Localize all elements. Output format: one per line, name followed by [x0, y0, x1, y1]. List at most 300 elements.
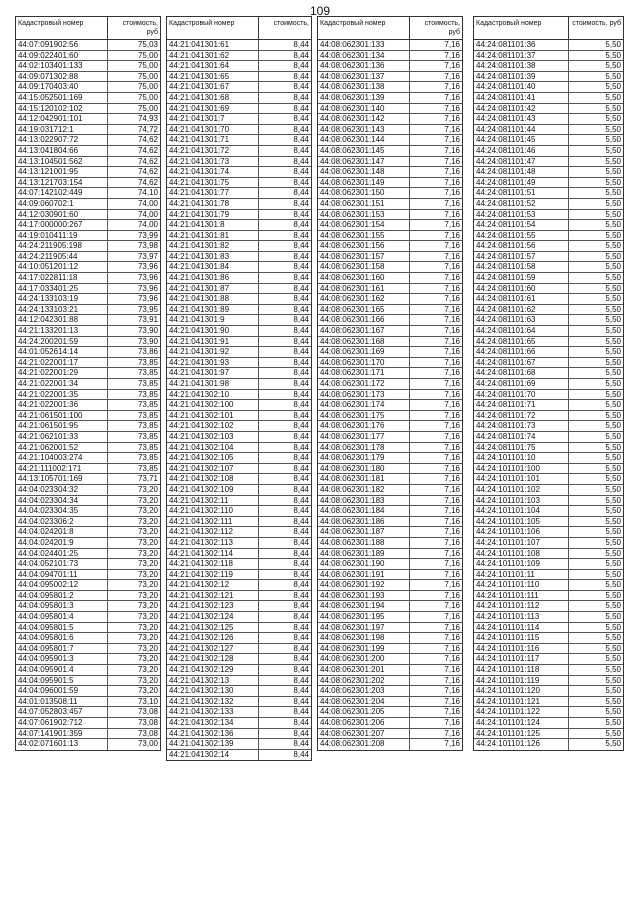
table-row — [318, 104, 462, 115]
cadastral-number-cell: 44:04:095901:4 — [16, 665, 108, 675]
cadastral-number-cell: 44:21:041302:104 — [167, 443, 259, 453]
table-row — [167, 220, 311, 231]
cadastral-number-cell: 44:24:133103:19 — [16, 294, 108, 304]
table-row — [474, 601, 623, 612]
cost-cell: 73,08 — [137, 728, 158, 738]
cadastral-number-cell: 44:04:023304:35 — [16, 506, 108, 516]
cadastral-number-cell: 44:04:052101:73 — [16, 559, 108, 569]
cadastral-number-cell: 44:08:062301:153 — [318, 210, 410, 220]
table-row — [474, 305, 623, 316]
table-row — [474, 718, 623, 729]
table-row — [167, 485, 311, 496]
table-row — [474, 326, 623, 337]
cadastral-number-cell: 44:04:094701:11 — [16, 570, 108, 580]
cost-cell: 5,50 — [605, 294, 621, 304]
cost-cell: 73,85 — [137, 410, 158, 420]
cost-cell: 73,90 — [137, 326, 158, 336]
table-row — [167, 559, 311, 570]
table-row — [474, 273, 623, 284]
table-row — [16, 443, 160, 454]
cost-cell: 8,44 — [293, 167, 309, 177]
cadastral-number-cell: 44:24:101101:104 — [474, 506, 569, 516]
cadastral-number-cell: 44:08:062301:147 — [318, 157, 410, 167]
table-row — [16, 496, 160, 507]
cost-cell: 7,16 — [444, 379, 460, 388]
cost-cell: 8,44 — [293, 209, 309, 219]
cadastral-number-cell: 44:21:041301:87 — [167, 284, 259, 294]
cost-cell: 73,20 — [137, 495, 158, 505]
cadastral-number-cell: 44:24:081101:61 — [474, 294, 569, 304]
cadastral-number-cell: 44:21:041302:100 — [167, 400, 259, 410]
cost-cell: 8,44 — [293, 262, 309, 272]
cadastral-number-cell: 44:08:062301:204 — [318, 697, 410, 707]
cadastral-number-cell: 44:13:121001:95 — [16, 167, 108, 177]
cadastral-number-cell: 44:21:041302:105 — [167, 453, 259, 463]
table-row — [167, 411, 311, 422]
cadastral-number-cell: 44:24:081101:64 — [474, 326, 569, 336]
table-row — [16, 623, 160, 634]
cost-cell: 8,44 — [293, 198, 309, 208]
table-row — [167, 315, 311, 326]
cadastral-number-cell: 44:21:041302:11 — [167, 496, 259, 506]
cadastral-number-cell: 44:21:133201:13 — [16, 326, 108, 336]
table-row — [318, 347, 462, 358]
header-cadastral-number: Кадастровый номер — [318, 17, 410, 39]
table-row — [167, 718, 311, 729]
table-row — [16, 51, 160, 62]
cadastral-number-cell: 44:07:091902:56 — [16, 40, 108, 50]
table-row — [167, 739, 311, 750]
table-row — [16, 665, 160, 676]
table-row — [16, 284, 160, 295]
table-row — [167, 601, 311, 612]
cost-cell: 8,44 — [293, 220, 309, 230]
cadastral-number-cell: 44:12:042901:101 — [16, 114, 108, 124]
cost-cell: 73,98 — [137, 241, 158, 251]
cost-cell: 5,50 — [605, 622, 621, 632]
table-row — [16, 178, 160, 189]
table-row — [167, 188, 311, 199]
cadastral-number-cell: 44:21:041302:108 — [167, 474, 259, 484]
cadastral-number-cell: 44:24:081101:47 — [474, 157, 569, 167]
table-row — [474, 506, 623, 517]
cost-cell: 8,44 — [293, 622, 309, 632]
cost-cell: 5,50 — [605, 241, 621, 251]
cadastral-number-cell: 44:24:101101:100 — [474, 464, 569, 474]
cadastral-number-cell: 44:21:041301:78 — [167, 199, 259, 209]
table-row — [16, 93, 160, 104]
cost-cell: 8,44 — [293, 379, 309, 388]
cost-cell: 5,50 — [605, 92, 621, 102]
table-column — [317, 16, 463, 751]
cost-cell: 74,93 — [137, 114, 158, 124]
cadastral-number-cell: 44:21:041302:119 — [167, 570, 259, 580]
cost-cell: 7,16 — [444, 654, 460, 664]
table-row — [318, 506, 462, 517]
cadastral-number-cell: 44:17:000000:267 — [16, 220, 108, 230]
table-row — [474, 157, 623, 168]
cost-cell: 7,16 — [444, 421, 460, 431]
table-row — [167, 379, 311, 390]
cost-cell: 7,16 — [444, 590, 460, 600]
table-row — [474, 580, 623, 591]
cost-cell: 7,16 — [444, 357, 460, 367]
cost-cell: 75,00 — [137, 92, 158, 102]
table-row — [318, 273, 462, 284]
cost-cell: 8,44 — [293, 357, 309, 367]
table-row — [474, 400, 623, 411]
cost-cell: 8,44 — [293, 537, 309, 547]
cost-cell: 5,50 — [605, 410, 621, 420]
cadastral-number-cell: 44:24:081101:45 — [474, 135, 569, 145]
cost-cell: 7,16 — [444, 347, 460, 357]
cadastral-number-cell: 44:24:101101:115 — [474, 633, 569, 643]
cadastral-number-cell: 44:19:010411:19 — [16, 231, 108, 241]
cost-cell: 7,16 — [444, 431, 460, 441]
table-row — [474, 231, 623, 242]
cost-cell: 5,50 — [605, 273, 621, 283]
cost-cell: 7,16 — [444, 326, 460, 336]
cadastral-number-cell: 44:08:062301:168 — [318, 337, 410, 347]
table-row — [167, 612, 311, 623]
table-row — [16, 199, 160, 210]
cost-cell: 8,44 — [293, 156, 309, 166]
table-row — [16, 379, 160, 390]
table-row — [318, 210, 462, 221]
cadastral-number-cell: 44:24:081101:58 — [474, 262, 569, 272]
cost-cell: 5,50 — [605, 61, 621, 71]
cadastral-number-cell: 44:08:062301:176 — [318, 421, 410, 431]
table-row — [167, 464, 311, 475]
cost-cell: 5,50 — [605, 347, 621, 357]
table-row — [474, 315, 623, 326]
cost-cell: 5,50 — [605, 198, 621, 208]
table-row — [16, 390, 160, 401]
table-row — [474, 559, 623, 570]
cost-cell: 7,16 — [444, 675, 460, 685]
cadastral-number-cell: 44:21:041301:84 — [167, 262, 259, 272]
cost-cell: 5,50 — [605, 50, 621, 60]
cost-cell: 7,16 — [444, 548, 460, 558]
cadastral-number-cell: 44:21:041301:69 — [167, 104, 259, 114]
cadastral-number-cell: 44:24:101101:107 — [474, 538, 569, 548]
cost-cell: 8,44 — [293, 580, 309, 590]
table-row — [16, 729, 160, 740]
table-row — [16, 220, 160, 231]
table-row — [318, 411, 462, 422]
cost-cell: 8,44 — [293, 283, 309, 293]
table-row — [474, 390, 623, 401]
cadastral-number-cell: 44:15:120102:102 — [16, 104, 108, 114]
cost-cell: 7,16 — [444, 177, 460, 187]
table-row — [16, 262, 160, 273]
table-row — [318, 570, 462, 581]
cadastral-number-cell: 44:21:041302:124 — [167, 612, 259, 622]
cost-cell: 5,50 — [605, 262, 621, 272]
table-row — [16, 167, 160, 178]
table-row — [167, 474, 311, 485]
cadastral-number-cell: 44:08:062301:137 — [318, 72, 410, 82]
cadastral-number-cell: 44:13:104501:562 — [16, 157, 108, 167]
cadastral-number-cell: 44:24:081101:67 — [474, 358, 569, 368]
cadastral-number-cell: 44:04:095801:4 — [16, 612, 108, 622]
cadastral-number-cell: 44:21:022001:35 — [16, 390, 108, 400]
cadastral-number-cell: 44:24:200201:59 — [16, 337, 108, 347]
cost-cell: 8,44 — [293, 442, 309, 452]
cadastral-number-cell: 44:24:211905:44 — [16, 252, 108, 262]
table-row — [167, 231, 311, 242]
cost-cell: 73,20 — [137, 569, 158, 579]
cost-cell: 7,16 — [444, 40, 460, 49]
cadastral-number-cell: 44:13:041804:66 — [16, 146, 108, 156]
cadastral-number-cell: 44:17:022811:18 — [16, 273, 108, 283]
cadastral-number-cell: 44:21:041301:70 — [167, 125, 259, 135]
cadastral-number-cell: 44:24:081101:46 — [474, 146, 569, 156]
cost-cell: 7,16 — [444, 580, 460, 590]
table-row — [318, 135, 462, 146]
table-row — [167, 506, 311, 517]
cadastral-number-cell: 44:04:095801:6 — [16, 633, 108, 643]
cost-cell: 8,44 — [293, 654, 309, 664]
cadastral-number-cell: 44:08:062301:199 — [318, 644, 410, 654]
cost-cell: 5,50 — [605, 463, 621, 473]
table-row — [167, 241, 311, 252]
table-row — [318, 676, 462, 687]
cadastral-number-cell: 44:09:022401:60 — [16, 51, 108, 61]
cost-cell: 5,50 — [605, 431, 621, 441]
cost-cell: 75,00 — [137, 61, 158, 71]
table-row — [474, 474, 623, 485]
table-header — [474, 17, 623, 40]
table-row — [167, 496, 311, 507]
cost-cell: 7,16 — [444, 167, 460, 177]
cost-cell: 73,90 — [137, 336, 158, 346]
cadastral-number-cell: 44:24:101101:102 — [474, 485, 569, 495]
cost-cell: 5,50 — [605, 474, 621, 484]
cost-cell: 5,50 — [605, 633, 621, 643]
cadastral-number-cell: 44:24:081101:60 — [474, 284, 569, 294]
table-row — [167, 697, 311, 708]
cost-cell: 7,16 — [444, 474, 460, 484]
table-row — [167, 707, 311, 718]
cost-cell: 7,16 — [444, 262, 460, 272]
table-row — [16, 559, 160, 570]
cost-cell: 5,50 — [605, 442, 621, 452]
cadastral-number-cell: 44:21:022001:17 — [16, 358, 108, 368]
cadastral-number-cell: 44:08:062301:149 — [318, 178, 410, 188]
table-row — [474, 358, 623, 369]
cadastral-number-cell: 44:21:041301:64 — [167, 61, 259, 71]
table-row — [474, 591, 623, 602]
cost-cell: 73,85 — [137, 453, 158, 463]
cost-cell: 73,71 — [137, 474, 158, 484]
table-row — [318, 40, 462, 51]
table-row — [474, 707, 623, 718]
table-row — [474, 421, 623, 432]
cost-cell: 8,44 — [293, 707, 309, 717]
table-row — [167, 178, 311, 189]
cadastral-number-cell: 44:08:062301:158 — [318, 262, 410, 272]
cadastral-number-cell: 44:08:062301:178 — [318, 443, 410, 453]
cadastral-number-cell: 44:21:041302:130 — [167, 686, 259, 696]
cost-cell: 73,99 — [137, 230, 158, 240]
cadastral-number-cell: 44:21:041302:10 — [167, 390, 259, 400]
cost-cell: 75,00 — [137, 50, 158, 60]
cost-cell: 8,44 — [293, 601, 309, 611]
cost-cell: 5,50 — [605, 379, 621, 388]
cadastral-number-cell: 44:24:081101:49 — [474, 178, 569, 188]
cost-cell: 5,50 — [605, 177, 621, 187]
cadastral-number-cell: 44:08:062301:175 — [318, 411, 410, 421]
cadastral-number-cell: 44:24:081101:59 — [474, 273, 569, 283]
cadastral-number-cell: 44:08:062301:160 — [318, 273, 410, 283]
header-cost: стоимость, — [273, 20, 309, 27]
cadastral-number-cell: 44:21:104003:274 — [16, 453, 108, 463]
cadastral-number-cell: 44:24:081101:69 — [474, 379, 569, 389]
table-row — [474, 167, 623, 178]
table-row — [167, 421, 311, 432]
cadastral-number-cell: 44:08:062301:201 — [318, 665, 410, 675]
table-column — [166, 16, 312, 761]
cadastral-number-cell: 44:21:022001:36 — [16, 400, 108, 410]
cost-cell: 8,44 — [293, 336, 309, 346]
cost-cell: 8,44 — [293, 506, 309, 516]
table-row — [474, 496, 623, 507]
cost-cell: 7,16 — [444, 601, 460, 611]
cadastral-number-cell: 44:24:101101:110 — [474, 580, 569, 590]
cadastral-number-cell: 44:08:062301:145 — [318, 146, 410, 156]
table-row — [474, 538, 623, 549]
cost-cell: 8,44 — [293, 82, 309, 92]
cost-cell: 73,00 — [137, 739, 158, 749]
cadastral-number-cell: 44:15:052501:169 — [16, 93, 108, 103]
cadastral-number-cell: 44:21:041301:72 — [167, 146, 259, 156]
table-row — [318, 443, 462, 454]
cost-cell: 5,50 — [605, 71, 621, 81]
cost-cell: 73,85 — [137, 421, 158, 431]
cost-cell: 73,08 — [137, 707, 158, 717]
table-row — [318, 305, 462, 316]
cost-cell: 5,50 — [605, 336, 621, 346]
cost-cell: 7,16 — [444, 484, 460, 494]
cost-cell: 73,91 — [137, 315, 158, 325]
table-row — [474, 739, 623, 750]
table-row — [16, 485, 160, 496]
cost-cell: 74,72 — [137, 124, 158, 134]
table-row — [318, 326, 462, 337]
cost-cell: 5,50 — [605, 145, 621, 155]
table-row — [16, 114, 160, 125]
cadastral-number-cell: 44:08:062301:174 — [318, 400, 410, 410]
cost-cell: 73,10 — [137, 696, 158, 706]
cadastral-number-cell: 44:24:081101:51 — [474, 188, 569, 198]
cadastral-number-cell: 44:07:061902:712 — [16, 718, 108, 728]
cadastral-number-cell: 44:21:041302:111 — [167, 517, 259, 527]
cost-cell: 7,16 — [444, 315, 460, 325]
table-row — [474, 570, 623, 581]
cadastral-number-cell: 44:08:062301:205 — [318, 707, 410, 717]
cadastral-number-cell: 44:21:062101:33 — [16, 432, 108, 442]
cost-cell: 8,44 — [293, 368, 309, 378]
cost-cell: 73,85 — [137, 389, 158, 399]
table-row — [474, 146, 623, 157]
cadastral-number-cell: 44:09:170403:40 — [16, 82, 108, 92]
cost-cell: 7,16 — [444, 209, 460, 219]
cost-cell: 7,16 — [444, 124, 460, 134]
table-row — [474, 623, 623, 634]
table-row — [16, 146, 160, 157]
cadastral-number-cell: 44:24:101101:125 — [474, 729, 569, 739]
table-row — [167, 146, 311, 157]
cadastral-number-cell: 44:07:052803:457 — [16, 707, 108, 717]
table-row — [474, 485, 623, 496]
cost-cell: 5,50 — [605, 665, 621, 675]
cost-cell: 73,85 — [137, 400, 158, 410]
table-row — [16, 697, 160, 708]
cost-cell: 8,44 — [293, 495, 309, 505]
cadastral-number-cell: 44:08:062301:192 — [318, 580, 410, 590]
cost-cell: 7,16 — [444, 707, 460, 717]
cadastral-number-cell: 44:21:041301:71 — [167, 135, 259, 145]
table-row — [474, 453, 623, 464]
table-row — [318, 358, 462, 369]
cadastral-number-cell: 44:21:041302:109 — [167, 485, 259, 495]
cadastral-number-cell: 44:17:033401:25 — [16, 284, 108, 294]
cadastral-number-cell: 44:08:062301:190 — [318, 559, 410, 569]
cadastral-number-cell: 44:08:062301:195 — [318, 612, 410, 622]
cost-cell: 7,16 — [444, 633, 460, 643]
cadastral-number-cell: 44:08:062301:166 — [318, 315, 410, 325]
table-row — [16, 612, 160, 623]
table-row — [16, 549, 160, 560]
cadastral-number-cell: 44:24:081101:36 — [474, 40, 569, 50]
cost-cell: 7,16 — [444, 453, 460, 463]
cost-cell: 5,50 — [605, 643, 621, 653]
cost-cell: 5,50 — [605, 188, 621, 198]
cost-cell: 75,00 — [137, 82, 158, 92]
table-row — [318, 146, 462, 157]
cost-cell: 8,44 — [293, 50, 309, 60]
cost-cell: 7,16 — [444, 198, 460, 208]
cost-cell: 7,16 — [444, 400, 460, 410]
cadastral-number-cell: 44:21:041301:97 — [167, 368, 259, 378]
cost-cell: 7,16 — [444, 622, 460, 632]
cadastral-number-cell: 44:24:101101:108 — [474, 549, 569, 559]
cadastral-number-cell: 44:24:101101:120 — [474, 686, 569, 696]
cost-cell: 8,44 — [293, 696, 309, 706]
table-row — [167, 51, 311, 62]
table-row — [474, 527, 623, 538]
table-row — [318, 284, 462, 295]
table-row — [474, 61, 623, 72]
cadastral-number-cell: 44:21:041301:68 — [167, 93, 259, 103]
cost-cell: 7,16 — [444, 643, 460, 653]
table-row — [16, 231, 160, 242]
cost-cell: 75,00 — [137, 71, 158, 81]
cadastral-number-cell: 44:04:095801:7 — [16, 644, 108, 654]
table-row — [318, 400, 462, 411]
table-row — [474, 633, 623, 644]
header-cost: стоимость, руб — [572, 20, 621, 27]
cadastral-number-cell: 44:24:101101:118 — [474, 665, 569, 675]
cadastral-number-cell: 44:21:041302:107 — [167, 464, 259, 474]
cost-cell: 73,20 — [137, 516, 158, 526]
cadastral-number-cell: 44:24:101101:111 — [474, 591, 569, 601]
cost-cell: 7,16 — [444, 50, 460, 60]
cost-cell: 7,16 — [444, 82, 460, 92]
table-row — [474, 729, 623, 740]
cadastral-number-cell: 44:21:041301:9 — [167, 315, 259, 325]
